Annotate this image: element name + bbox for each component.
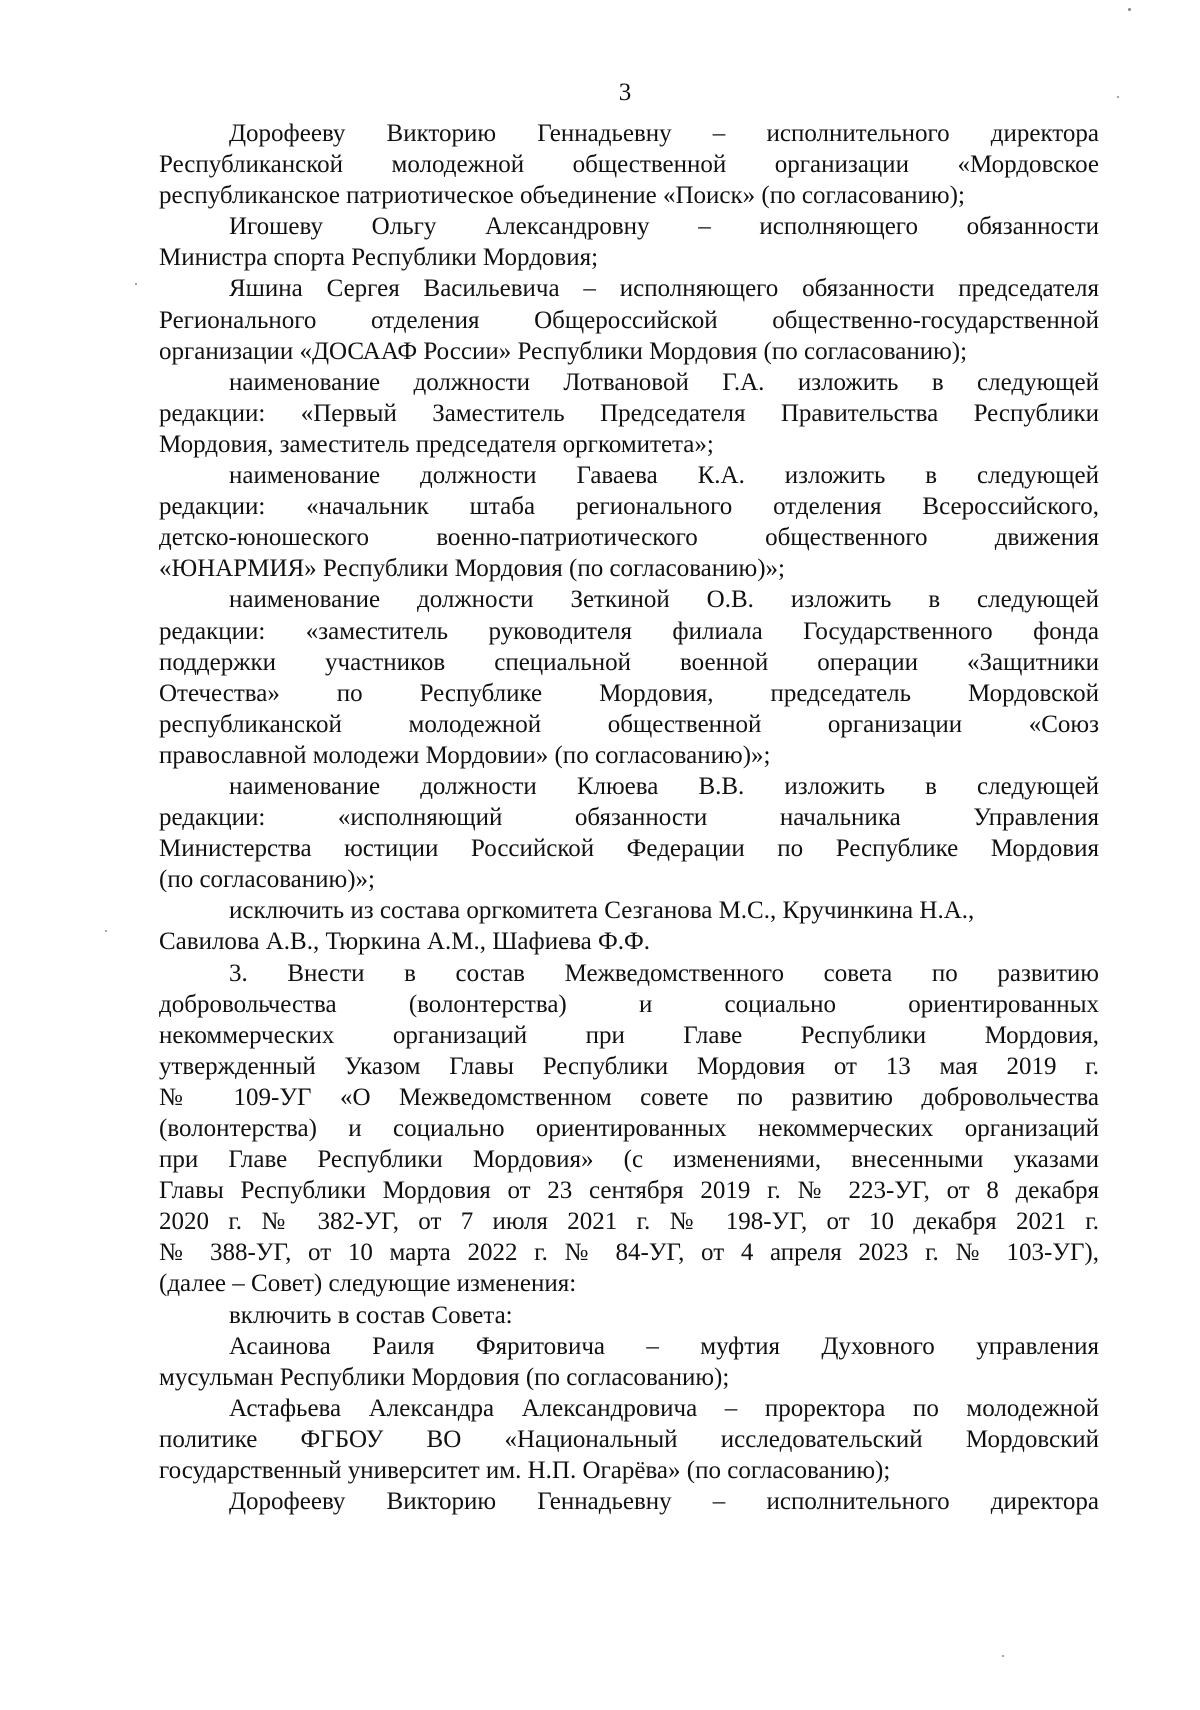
text-line: Отечества» по Республике Мордовия, председатель Мордовской: [159, 679, 1099, 707]
text-line: Министра спорта Республики Мордовия;: [159, 244, 599, 272]
text-line: наименование должности Зеткиной О.В. изложить в следующей: [229, 586, 1099, 614]
text-line: православной молодежи Мордовии» (по согласованию)»;: [159, 741, 771, 769]
text-line: Савилова А.В., Тюркина А.М., Шафиева Ф.Ф.: [159, 928, 651, 956]
text-line: Дорофееву Викторию Геннадьевну – исполнительного директора: [229, 120, 1099, 147]
scan-speck: [1117, 96, 1119, 98]
text-line: добровольчества (волонтерства) и социально ориентированных: [159, 990, 1099, 1018]
text-line: (по согласованию)»;: [159, 866, 375, 894]
text-line: Мордовия, заместитель председателя оргкомитета»;: [159, 430, 714, 458]
text-line: Республиканской молодежной общественной организации «Мордовское: [159, 151, 1099, 179]
text-line: 2020 г. № 382-УГ, от 7 июля 2021 г. № 198-УГ, от 10 декабря 2021 г.: [159, 1208, 1099, 1236]
scan-speck: [1128, 8, 1131, 11]
text-line: Астафьева Александра Александровича – проректора по молодежной: [229, 1394, 1099, 1422]
text-line: наименование должности Клюева В.В. изложить в следующей: [229, 772, 1099, 800]
text-line: включить в состав Совета:: [229, 1301, 513, 1329]
text-line: утвержденный Указом Главы Республики Мордовия от 13 мая 2019 г.: [159, 1052, 1099, 1080]
text-line: организации «ДОСААФ России» Республики Мордовия (по согласованию);: [159, 337, 968, 365]
text-line: Регионального отделения Общероссийской общественно-государственной: [159, 306, 1099, 334]
document-body: [159, 118, 1099, 1517]
text-line: поддержки участников специальной военной операции «Защитники: [159, 648, 1099, 676]
text-line: при Главе Республики Мордовия» (с изменениями, внесенными указами: [159, 1146, 1099, 1174]
text-line: Яшина Сергея Васильевича – исполняющего обязанности председателя: [229, 275, 1099, 303]
text-line: наименование должности Гаваева К.А. изложить в следующей: [229, 462, 1099, 490]
text-line: № 388-УГ, от 10 марта 2022 г. № 84-УГ, от 4 апреля 2023 г. № 103-УГ),: [159, 1239, 1099, 1267]
text-line: редакции: «исполняющий обязанности начальника Управления: [159, 804, 1099, 832]
text-line: мусульман Республики Мордовия (по согласованию);: [159, 1363, 730, 1391]
text-line: Дорофееву Викторию Геннадьевну – исполнительного директора: [229, 1488, 1099, 1516]
text-line: республиканской молодежной общественной организации «Союз: [159, 710, 1099, 738]
text-line: Игошеву Ольгу Александровну – исполняющего обязанности: [229, 213, 1099, 241]
text-line: Министерства юстиции Российской Федерации по Республике Мордовия: [159, 835, 1099, 863]
text-line: некоммерческих организаций при Главе Республики Мордовия,: [159, 1021, 1099, 1049]
scan-speck: [105, 930, 107, 932]
text-line: (волонтерства) и социально ориентированных некоммерческих организаций: [159, 1115, 1099, 1142]
text-line: № 109-УГ «О Межведомственном совете по развитию добровольчества: [159, 1083, 1099, 1111]
scan-speck: [135, 283, 137, 285]
text-line: (далее – Совет) следующие изменения:: [159, 1270, 577, 1298]
text-line: редакции: «заместитель руководителя филиала Государственного фонда: [159, 617, 1099, 645]
text-line: редакции: «Первый Заместитель Председателя Правительства Республики: [159, 399, 1099, 427]
text-line: детско-юношеского военно-патриотического общественного движения: [159, 524, 1099, 552]
text-line: республиканское патриотическое объединение «Поиск» (по согласованию);: [159, 182, 965, 210]
page-number: 3: [618, 79, 632, 106]
text-line: редакции: «начальник штаба регионального отделения Всероссийского,: [159, 493, 1099, 521]
text-line: государственный университет им. Н.П. Огарёва» (по согласованию);: [159, 1457, 891, 1485]
text-line: наименование должности Лотвановой Г.А. изложить в следующей: [229, 368, 1099, 396]
text-line: политике ФГБОУ ВО «Национальный исследовательский Мордовский: [159, 1425, 1099, 1453]
text-line: 3. Внести в состав Межведомственного совета по развитию: [229, 959, 1099, 987]
text-line: исключить из состава оргкомитета Сезганова М.С., Кручинкина Н.А.,: [229, 897, 975, 925]
scan-speck: [1002, 1655, 1004, 1657]
text-line: Асаинова Раиля Фяритовича – муфтия Духовного управления: [229, 1332, 1099, 1360]
text-line: Главы Республики Мордовия от 23 сентября 2019 г. № 223-УГ, от 8 декабря: [159, 1177, 1099, 1205]
text-line: «ЮНАРМИЯ» Республики Мордовия (по согласованию)»;: [159, 555, 785, 583]
